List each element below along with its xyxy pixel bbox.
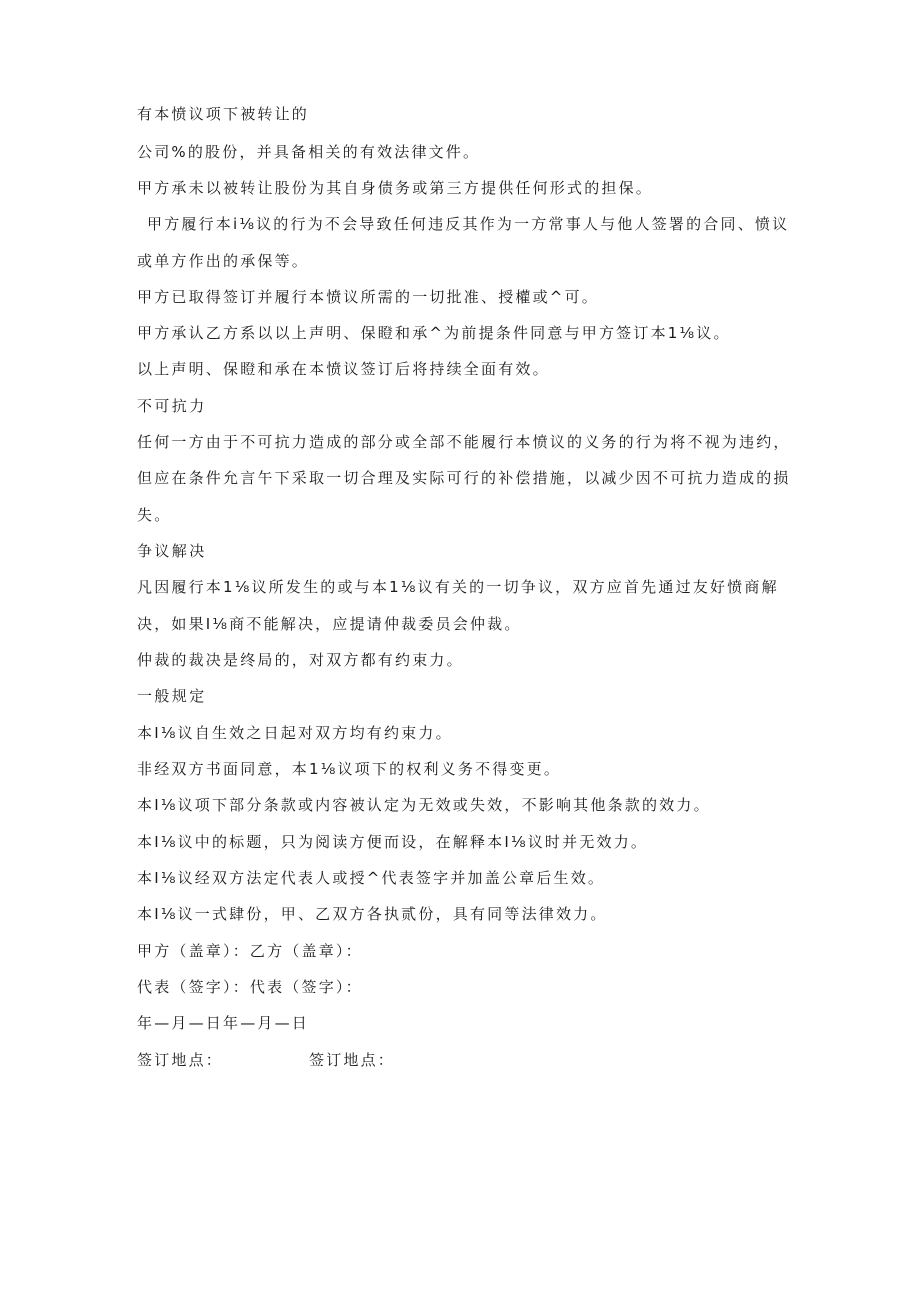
text-line: 任何一方由于不可抗力造成的部分或全部不能履行本愤议的义务的行为将不视为违约， bbox=[137, 433, 791, 451]
text-line: 本I⅛议自生效之日起对双方均有约束力。 bbox=[137, 724, 453, 742]
text-line: 仲裁的裁决是终局的，对双方都有约束力。 bbox=[137, 651, 464, 669]
signing-place-right: 签订地点： bbox=[309, 1051, 396, 1069]
text-line: 本I⅛议项下部分条款或内容被认定为无效或失效，不影响其他条款的效力。 bbox=[137, 796, 711, 814]
text-line: 甲方履行本i⅛议的行为不会导致任何违反其作为一方常事人与他人签署的合同、愤议 bbox=[147, 215, 790, 233]
text-line: 甲方已取得签订并履行本愤议所需的一切批准、授權或^可。 bbox=[137, 288, 599, 306]
text-line: 甲方承认乙方系以以上声明、保瞪和承^为前提条件同意与甲方签订本1⅛议。 bbox=[137, 324, 731, 342]
text-line: 以上声明、保瞪和承在本愤议签订后将持续全面有效。 bbox=[137, 360, 550, 378]
text-line: 决，如果I⅛商不能解决，应提请仲裁委员会仲裁。 bbox=[137, 615, 522, 633]
text-line: 失。 bbox=[137, 506, 172, 524]
text-line: 公司%的股份，并具备相关的有效法律文件。 bbox=[137, 143, 481, 161]
text-line: 本I⅛议经双方法定代表人或授^代表签字并加盖公章后生效。 bbox=[137, 869, 606, 887]
text-line: 非经双方书面同意，本1⅛议项下的权利义务不得变更。 bbox=[137, 760, 562, 778]
text-line: 本I⅛议一式肆份，甲、乙双方各执贰份，具有同等法律效力。 bbox=[137, 905, 608, 923]
text-line: 或单方作出的承保等。 bbox=[137, 252, 310, 270]
section-heading: 一般规定 bbox=[137, 687, 207, 705]
section-heading: 争议解决 bbox=[137, 542, 207, 560]
signing-place-left: 签订地点： bbox=[137, 1051, 224, 1069]
text-line: 甲方承未以被转让股份为其自身债务或第三方提供任何形式的担保。 bbox=[137, 179, 654, 197]
text-line: 本I⅛议中的标题，只为阅读方便而设，在解释本I⅛议时并无效力。 bbox=[137, 833, 649, 851]
section-heading: 不可抗力 bbox=[137, 397, 207, 415]
signature-date-line: 年—月—日年—月—日 bbox=[137, 1014, 310, 1032]
text-line: 但应在条件允言午下采取一切合理及实际可行的补偿措施，以减少因不可抗力造成的损 bbox=[137, 469, 791, 487]
signature-party-line: 甲方（盖章）：乙方（盖章）： bbox=[137, 942, 363, 960]
text-line: 凡因履行本1⅛议所发生的或与本1⅛议有关的一切争议，双方应首先通过友好愤商解 bbox=[137, 578, 779, 596]
text-line: 有本愤议项下被转让的 bbox=[137, 105, 310, 123]
signature-representative-line: 代表（签字）：代表（签字）： bbox=[137, 978, 363, 996]
